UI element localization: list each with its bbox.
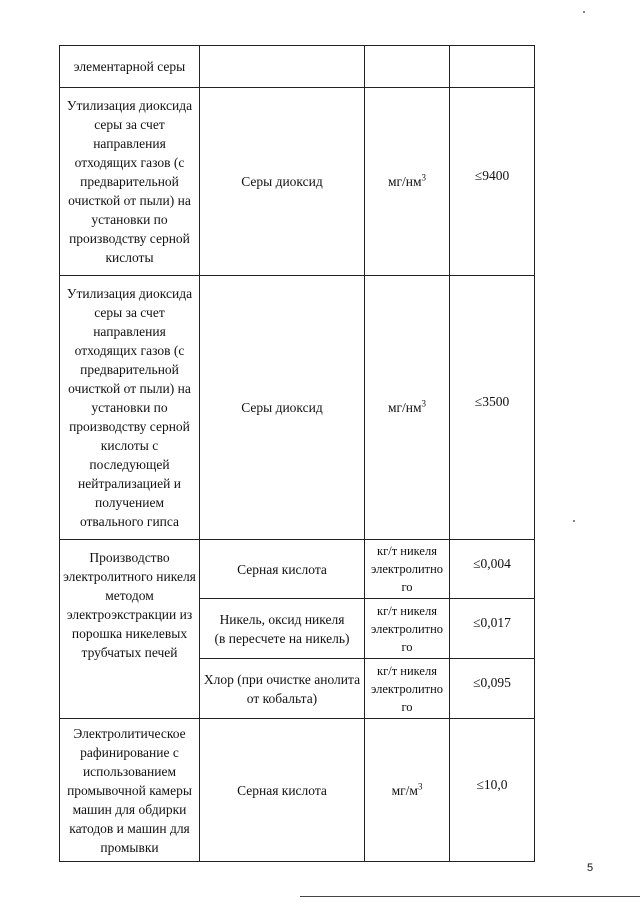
unit-line: электролитно bbox=[370, 681, 444, 696]
cell-line: Утилизация диоксида bbox=[66, 98, 193, 113]
cell-line: Электролитическое bbox=[73, 725, 186, 741]
substance-name: Серы диоксид bbox=[241, 400, 323, 415]
cell-line: электролитного никеля bbox=[63, 569, 196, 584]
cell-line: установки по bbox=[91, 212, 168, 227]
cell-line: установки по bbox=[91, 400, 168, 415]
cell-line: элементарной серы bbox=[73, 59, 186, 74]
limit-value: ≤10,0 bbox=[476, 776, 508, 792]
value-cell bbox=[450, 540, 535, 599]
cell-line: производству серной bbox=[69, 231, 190, 246]
unit-text: мг/нм bbox=[387, 174, 422, 189]
unit-cell bbox=[365, 540, 450, 599]
unit-text: мг/нм bbox=[387, 400, 422, 415]
process-cell bbox=[60, 276, 200, 540]
substance-line: (в пересчете на никель) bbox=[214, 630, 350, 646]
cell-line: машин для обдирки bbox=[72, 801, 187, 817]
unit-line: го bbox=[401, 580, 413, 594]
cell-line: промывки bbox=[100, 839, 159, 855]
cell-line: отходящих газов (с bbox=[74, 155, 185, 170]
unit-text: мг/м bbox=[391, 782, 418, 798]
process-cell bbox=[60, 719, 200, 862]
unit-cell bbox=[365, 88, 450, 276]
cell-line: производству серной bbox=[69, 419, 190, 434]
cell-line: очисткой от пыли) на bbox=[68, 381, 191, 396]
substance-cell bbox=[200, 719, 365, 862]
limit-value: ≤3500 bbox=[474, 394, 510, 409]
substance-line: Хлор (при очистке анолита bbox=[203, 671, 361, 687]
value-cell bbox=[450, 719, 535, 862]
unit-line: кг/т никеля bbox=[377, 663, 437, 678]
cell-line: серы за счет bbox=[94, 117, 165, 132]
cell-line: электроэкстракции из bbox=[66, 607, 193, 622]
substance-cell bbox=[200, 276, 365, 540]
cell-line: предварительной bbox=[80, 362, 179, 377]
unit-superscript: 3 bbox=[421, 172, 427, 183]
process-cell bbox=[60, 540, 200, 719]
cell-line: рафинирование с bbox=[80, 744, 179, 760]
page-number: 5 bbox=[587, 862, 594, 874]
substance-cell bbox=[200, 46, 365, 88]
cell-line: промывочной камеры bbox=[67, 782, 192, 798]
limit-value: ≤9400 bbox=[474, 168, 510, 183]
bottom-rule bbox=[300, 896, 640, 897]
emissions-table bbox=[59, 45, 535, 862]
cell-line: кислоты bbox=[105, 250, 154, 265]
cell-line: катодов и машин для bbox=[69, 820, 190, 836]
cell-line: отвального гипса bbox=[79, 514, 180, 529]
cell-line: отходящих газов (с bbox=[74, 343, 185, 358]
cell-line: направления bbox=[93, 324, 166, 339]
cell-line: предварительной bbox=[80, 174, 179, 189]
table-row bbox=[60, 540, 535, 599]
limit-value: ≤0,017 bbox=[473, 615, 511, 630]
cell-line: Утилизация диоксида bbox=[66, 286, 193, 301]
limit-value: ≤0,004 bbox=[473, 555, 511, 571]
value-cell bbox=[450, 659, 535, 719]
limit-value: ≤0,095 bbox=[473, 675, 511, 690]
unit-superscript: 3 bbox=[421, 398, 427, 409]
table-row bbox=[60, 276, 535, 540]
cell-line: серы за счет bbox=[94, 305, 165, 320]
substance-name: Серная кислота bbox=[237, 561, 327, 577]
cell-line: направления bbox=[93, 136, 166, 151]
unit-line: кг/т никеля bbox=[377, 603, 437, 618]
unit-cell bbox=[365, 46, 450, 88]
unit-line: кг/т никеля bbox=[377, 544, 437, 558]
process-cell bbox=[60, 88, 200, 276]
cell-line: использованием bbox=[82, 763, 177, 779]
cell-line: последующей bbox=[89, 457, 170, 472]
substance-cell bbox=[200, 540, 365, 599]
substance-name: Серы диоксид bbox=[241, 174, 323, 189]
unit-line: го bbox=[401, 699, 413, 714]
cell-line: Производство bbox=[89, 550, 170, 565]
cell-line: кислоты с bbox=[100, 438, 159, 453]
unit-cell bbox=[365, 599, 450, 659]
unit-cell bbox=[365, 276, 450, 540]
unit-cell bbox=[365, 659, 450, 719]
unit-line: электролитно bbox=[370, 621, 444, 636]
unit-line: электролитно bbox=[370, 562, 444, 576]
value-cell bbox=[450, 599, 535, 659]
value-cell bbox=[450, 46, 535, 88]
value-cell bbox=[450, 276, 535, 540]
cell-line: получением bbox=[94, 495, 165, 510]
table-row bbox=[60, 46, 535, 88]
table-row bbox=[60, 719, 535, 862]
unit-line: го bbox=[401, 639, 413, 654]
cell-line: порошка никелевых bbox=[71, 626, 188, 641]
process-cell bbox=[60, 46, 200, 88]
substance-cell bbox=[200, 659, 365, 719]
substance-line: Никель, оксид никеля bbox=[219, 611, 345, 627]
substance-cell bbox=[200, 88, 365, 276]
substance-cell bbox=[200, 599, 365, 659]
scan-speck bbox=[573, 520, 575, 522]
cell-line: трубчатых печей bbox=[81, 645, 178, 660]
cell-line: нейтрализацией и bbox=[78, 476, 181, 491]
unit-cell bbox=[365, 719, 450, 862]
unit-superscript: 3 bbox=[417, 781, 423, 791]
substance-line: от кобальта) bbox=[246, 690, 318, 706]
scan-speck bbox=[583, 11, 585, 13]
cell-line: очисткой от пыли) на bbox=[68, 193, 191, 208]
substance-name: Серная кислота bbox=[237, 782, 327, 798]
value-cell bbox=[450, 88, 535, 276]
table-row bbox=[60, 88, 535, 276]
cell-line: методом bbox=[105, 588, 154, 603]
